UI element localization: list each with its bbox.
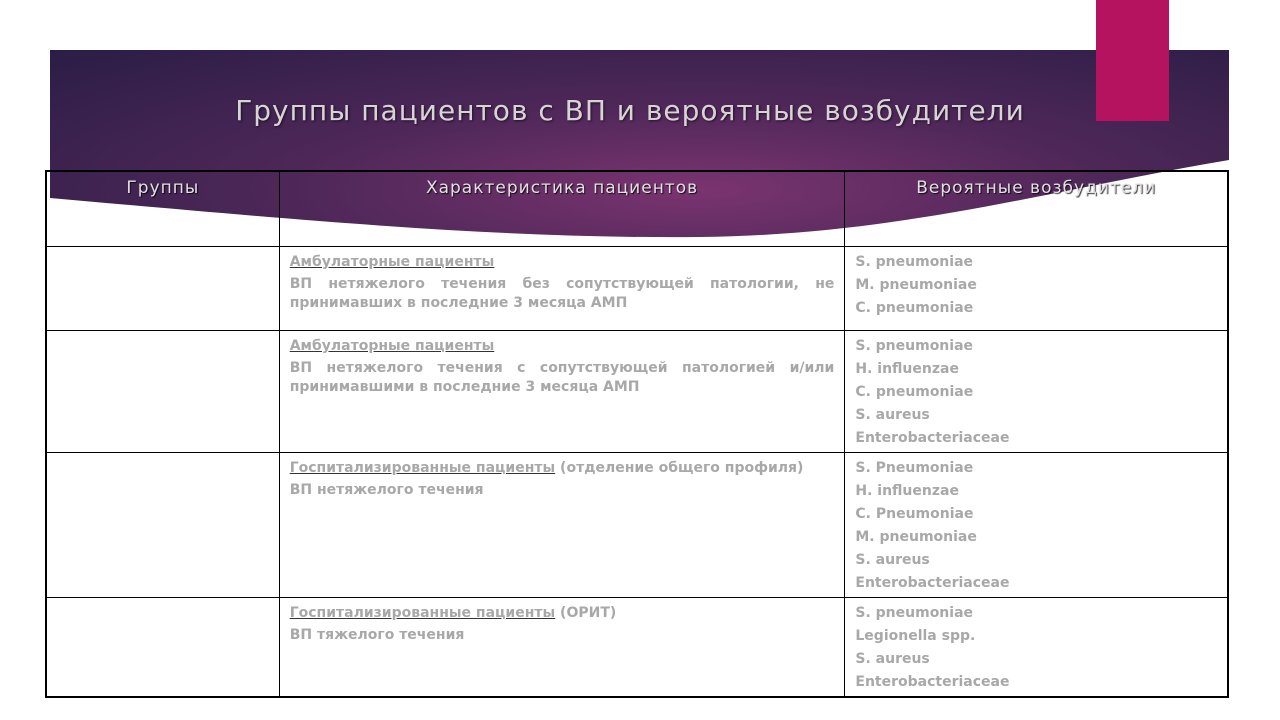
patient-type: Госпитализированные пациенты: [289, 460, 556, 476]
table-header-row: [46, 171, 1228, 247]
header-probable-pathogens: Вероятные возбудители: [845, 171, 1228, 247]
pathogen-item: S. aureus: [855, 407, 930, 423]
table-row: [46, 247, 1228, 331]
pathogen-item: C. pneumoniae: [855, 384, 974, 400]
pathogen-item: Legionella spp.: [855, 628, 976, 644]
patient-description: ВП нетяжелого течения: [289, 482, 484, 498]
patient-type: Амбулаторные пациенты: [289, 254, 495, 270]
pathogen-item: S. pneumoniae: [855, 605, 974, 621]
header-patient-characteristics: Характеристика пациентов: [279, 171, 845, 247]
table-row: [46, 331, 1228, 453]
pathogen-item: H. influenzae: [855, 483, 959, 499]
characteristics-cell: [279, 598, 845, 698]
pathogen-item: S. aureus: [855, 651, 930, 667]
pathogen-item: Enterobacteriaceae: [855, 674, 1010, 690]
pathogens-cell: [845, 331, 1228, 453]
pathogens-cell: [845, 247, 1228, 331]
pathogen-item: C. Pneumoniae: [855, 506, 974, 522]
slide-title: Группы пациентов с ВП и вероятные возбудители: [235, 94, 1025, 127]
header-groups: Группы: [46, 171, 279, 247]
pathogens-cell: [845, 598, 1228, 698]
characteristics-cell: [279, 247, 845, 331]
patient-type: Госпитализированные пациенты: [289, 605, 556, 621]
pathogen-item: S. pneumoniae: [855, 254, 974, 270]
group-cell: [46, 247, 279, 331]
pathogen-item: M. pneumoniae: [855, 529, 977, 545]
patient-description: ВП тяжелого течения: [289, 627, 465, 643]
patient-type-extra: (ОРИТ): [555, 605, 617, 621]
patient-description: ВП нетяжелого течения без сопутствующей патологии, не принимавших в последние 3 месяца АМП: [289, 276, 835, 311]
pathogen-item: C. pneumoniae: [855, 300, 974, 316]
patient-type: Амбулаторные пациенты: [289, 338, 495, 354]
table-row: [46, 453, 1228, 598]
patient-type-extra: (отделение общего профиля): [555, 460, 804, 476]
pathogen-item: Enterobacteriaceae: [855, 430, 1010, 446]
pathogen-item: M. pneumoniae: [855, 277, 977, 293]
pathogen-item: S. pneumoniae: [855, 338, 974, 354]
pathogen-item: H. influenzae: [855, 361, 959, 377]
group-cell: [46, 331, 279, 453]
pathogen-item: Enterobacteriaceae: [855, 575, 1010, 591]
patient-description: ВП нетяжелого течения с сопутствующей патологией и/или принимавшими в последние 3 месяца АМП: [289, 360, 835, 395]
pathogen-item: S. aureus: [855, 552, 930, 568]
characteristics-cell: [279, 453, 845, 598]
patient-groups-table: [45, 170, 1229, 698]
characteristics-cell: [279, 331, 845, 453]
table-row: [46, 598, 1228, 698]
group-cell: [46, 598, 279, 698]
pathogen-item: S. Pneumoniae: [855, 460, 974, 476]
group-cell: [46, 453, 279, 598]
pathogens-cell: [845, 453, 1228, 598]
